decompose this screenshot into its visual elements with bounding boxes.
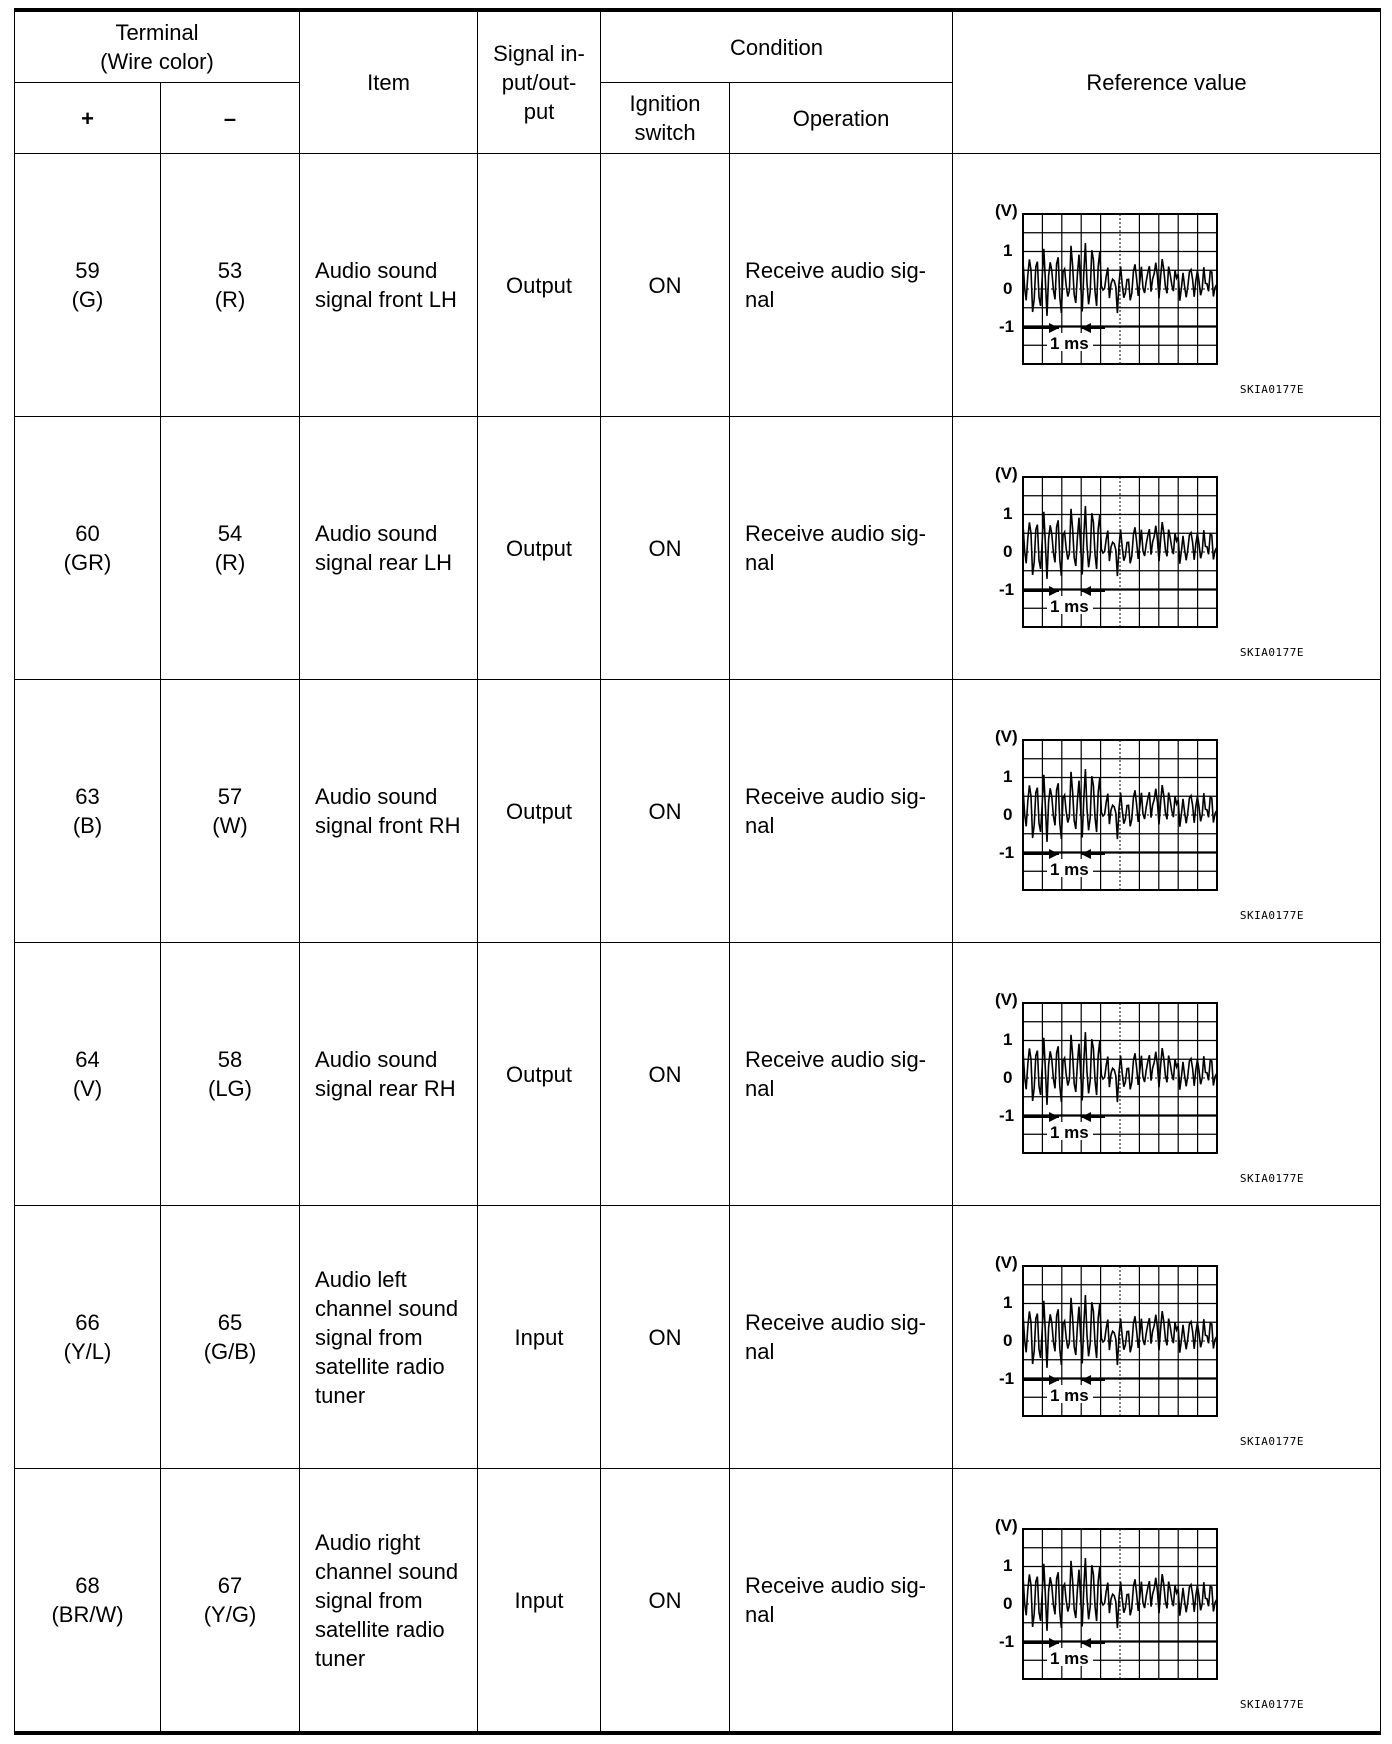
minus-wire-color: (W) — [212, 813, 248, 838]
item-text-line: signal front LH — [315, 287, 457, 312]
item-text-line: channel sound — [315, 1558, 459, 1584]
time-arrow-left — [1049, 586, 1059, 596]
oscilloscope-waveform — [993, 983, 1253, 1183]
item-text-line: Audio left — [315, 1266, 407, 1292]
table-row — [15, 943, 1381, 1206]
tick-label-0: 0 — [1003, 805, 1013, 824]
minus-wire-color: (G/B) — [203, 1339, 257, 1364]
tick-label-1: 1 — [1003, 1556, 1013, 1575]
signal-io-line3: put — [523, 99, 555, 124]
io-cell: Output — [478, 417, 601, 680]
time-arrow-left — [1049, 849, 1059, 859]
oscilloscope-waveform — [993, 1246, 1253, 1446]
terminal-header — [15, 10, 300, 83]
ignition-line1: Ignition — [629, 91, 701, 116]
time-arrow-right — [1081, 586, 1091, 596]
volt-unit-label: (V) — [995, 1253, 1018, 1272]
plus-terminal-number: 59 — [75, 258, 100, 283]
figure-code: SKIA0177E — [1239, 646, 1305, 659]
minus-terminal-number: 58 — [217, 1047, 243, 1072]
plus-wire-color: (V) — [72, 1076, 103, 1101]
plus-terminal-number: 60 — [75, 521, 100, 546]
item-cell — [300, 1469, 478, 1734]
item-text-line: Audio sound — [315, 258, 438, 283]
plus-terminal-cell — [15, 943, 161, 1206]
ignition-line2: switch — [634, 120, 696, 145]
table-row — [15, 1469, 1381, 1734]
plus-terminal-number: 68 — [75, 1573, 100, 1598]
oscilloscope-waveform — [993, 1509, 1253, 1709]
plus-wire-color: (GR) — [63, 550, 112, 575]
operation-text-line: nal — [745, 1339, 775, 1364]
terminal-label: Terminal — [115, 20, 199, 45]
operation-text-line: Receive audio sig- — [745, 258, 926, 283]
operation-text-line: Receive audio sig- — [745, 1573, 926, 1598]
time-arrow-right — [1081, 1375, 1091, 1385]
item-text-line: signal front RH — [315, 813, 461, 838]
tick-label-minus1: -1 — [999, 580, 1015, 599]
ignition-cell: ON — [601, 417, 730, 680]
table-row — [15, 154, 1381, 417]
item-text-line: signal rear LH — [315, 550, 452, 575]
operation-text-line: Receive audio sig- — [745, 1310, 926, 1335]
figure-code: SKIA0177E — [1239, 1172, 1305, 1185]
operation-text-line: nal — [745, 287, 775, 312]
operation-cell — [730, 154, 953, 417]
time-arrow-left — [1049, 1638, 1059, 1648]
item-text-line: satellite radio — [315, 1353, 445, 1379]
plus-wire-color: (B) — [72, 813, 103, 838]
plus-terminal-number: 66 — [75, 1310, 100, 1335]
tick-label-minus1: -1 — [999, 1369, 1015, 1388]
tick-label-0: 0 — [1003, 1594, 1013, 1613]
time-arrow-left — [1049, 323, 1059, 333]
item-text-line: signal from — [315, 1324, 423, 1350]
condition-header: Condition — [601, 10, 953, 83]
reference-value-header: Reference value — [953, 10, 1381, 154]
time-scale-label: 1 ms — [1050, 1386, 1089, 1405]
operation-cell — [730, 1206, 953, 1469]
figure-code: SKIA0177E — [1239, 1698, 1305, 1711]
table-row — [15, 417, 1381, 680]
minus-terminal-cell — [161, 680, 300, 943]
signal-io-line1: Signal in- — [493, 41, 585, 66]
tick-label-1: 1 — [1003, 241, 1013, 260]
operation-text-line: nal — [745, 550, 775, 575]
operation-cell — [730, 680, 953, 943]
oscilloscope-waveform — [993, 457, 1253, 657]
operation-text-line: nal — [745, 813, 775, 838]
volt-unit-label: (V) — [995, 464, 1018, 483]
time-scale-label: 1 ms — [1050, 334, 1089, 353]
plus-terminal-cell — [15, 1206, 161, 1469]
operation-text-line: Receive audio sig- — [745, 521, 926, 546]
minus-wire-color: (R) — [214, 550, 246, 575]
item-cell — [300, 943, 478, 1206]
operation-cell — [730, 417, 953, 680]
item-text-line: tuner — [315, 1645, 366, 1671]
minus-terminal-number: 53 — [217, 258, 243, 283]
tick-label-1: 1 — [1003, 504, 1013, 523]
operation-cell — [730, 1469, 953, 1734]
minus-wire-color: (Y/G) — [203, 1602, 257, 1627]
minus-wire-color: (LG) — [208, 1076, 252, 1101]
tick-label-0: 0 — [1003, 1331, 1013, 1350]
minus-terminal-cell — [161, 417, 300, 680]
operation-text-line: nal — [745, 1602, 775, 1627]
figure-code: SKIA0177E — [1239, 383, 1305, 396]
ignition-cell: ON — [601, 680, 730, 943]
item-text-line: channel sound — [315, 1295, 459, 1321]
operation-header: Operation — [730, 83, 953, 154]
item-text-line: Audio right — [315, 1529, 421, 1555]
minus-terminal-cell — [161, 154, 300, 417]
oscilloscope-waveform — [993, 194, 1253, 394]
io-cell: Input — [478, 1206, 601, 1469]
time-scale-label: 1 ms — [1050, 860, 1089, 879]
signal-io-header — [478, 10, 601, 154]
operation-text-line: Receive audio sig- — [745, 784, 926, 809]
time-arrow-left — [1049, 1112, 1059, 1122]
ignition-cell: ON — [601, 1469, 730, 1734]
item-cell — [300, 680, 478, 943]
ignition-cell: ON — [601, 943, 730, 1206]
item-header: Item — [300, 10, 478, 154]
minus-terminal-number: 57 — [217, 784, 243, 809]
io-cell: Output — [478, 680, 601, 943]
tick-label-0: 0 — [1003, 1068, 1013, 1087]
reference-waveform-cell — [953, 1469, 1381, 1734]
volt-unit-label: (V) — [995, 727, 1018, 746]
time-scale-label: 1 ms — [1050, 597, 1089, 616]
oscilloscope-waveform — [993, 720, 1253, 920]
tick-label-minus1: -1 — [999, 843, 1015, 862]
item-cell — [300, 417, 478, 680]
plus-header: + — [15, 83, 161, 154]
plus-wire-color: (G) — [71, 287, 104, 312]
reference-waveform-cell — [953, 417, 1381, 680]
item-text-line: tuner — [315, 1382, 366, 1408]
io-cell: Output — [478, 943, 601, 1206]
item-text-line: Audio sound — [315, 784, 438, 809]
time-arrow-right — [1081, 1638, 1091, 1648]
minus-terminal-number: 54 — [217, 521, 243, 546]
io-cell: Output — [478, 154, 601, 417]
reference-waveform-cell — [953, 154, 1381, 417]
minus-header: – — [161, 83, 300, 154]
reference-waveform-cell — [953, 1206, 1381, 1469]
tick-label-minus1: -1 — [999, 1106, 1015, 1125]
reference-waveform-cell — [953, 680, 1381, 943]
minus-terminal-cell — [161, 943, 300, 1206]
volt-unit-label: (V) — [995, 990, 1018, 1009]
table-row — [15, 1206, 1381, 1469]
io-cell: Input — [478, 1469, 601, 1734]
tick-label-1: 1 — [1003, 1030, 1013, 1049]
item-cell — [300, 1206, 478, 1469]
time-arrow-left — [1049, 1375, 1059, 1385]
operation-text-line: nal — [745, 1076, 775, 1101]
minus-terminal-cell — [161, 1206, 300, 1469]
item-text-line: signal rear RH — [315, 1076, 456, 1101]
plus-terminal-cell — [15, 154, 161, 417]
ignition-cell: ON — [601, 1206, 730, 1469]
tick-label-minus1: -1 — [999, 1632, 1015, 1651]
tick-label-1: 1 — [1003, 1293, 1013, 1312]
minus-terminal-number: 65 — [217, 1310, 243, 1335]
time-scale-label: 1 ms — [1050, 1123, 1089, 1142]
signal-io-line2: put/out- — [501, 70, 577, 95]
terminal-reference-table-page — [14, 8, 1380, 1736]
minus-terminal-cell — [161, 1469, 300, 1734]
plus-terminal-cell — [15, 680, 161, 943]
figure-code: SKIA0177E — [1239, 909, 1305, 922]
volt-unit-label: (V) — [995, 1516, 1018, 1535]
operation-text-line: Receive audio sig- — [745, 1047, 926, 1072]
time-arrow-right — [1081, 1112, 1091, 1122]
item-cell — [300, 154, 478, 417]
figure-code: SKIA0177E — [1239, 1435, 1305, 1448]
wire-color-label: (Wire color) — [100, 49, 214, 74]
table-row — [15, 680, 1381, 943]
minus-terminal-number: 67 — [217, 1573, 243, 1598]
terminal-table — [14, 8, 1381, 1735]
tick-label-1: 1 — [1003, 767, 1013, 786]
volt-unit-label: (V) — [995, 201, 1018, 220]
tick-label-minus1: -1 — [999, 317, 1015, 336]
plus-wire-color: (Y/L) — [63, 1339, 112, 1364]
plus-terminal-number: 63 — [75, 784, 100, 809]
operation-cell — [730, 943, 953, 1206]
item-text-line: signal from — [315, 1587, 423, 1613]
item-text-line: Audio sound — [315, 1047, 438, 1072]
time-arrow-right — [1081, 849, 1091, 859]
ignition-cell: ON — [601, 154, 730, 417]
plus-terminal-cell — [15, 417, 161, 680]
item-text-line: Audio sound — [315, 521, 438, 546]
plus-wire-color: (BR/W) — [51, 1602, 124, 1627]
plus-terminal-cell — [15, 1469, 161, 1734]
tick-label-0: 0 — [1003, 279, 1013, 298]
time-arrow-right — [1081, 323, 1091, 333]
time-scale-label: 1 ms — [1050, 1649, 1089, 1668]
tick-label-0: 0 — [1003, 542, 1013, 561]
ignition-switch-header — [601, 83, 730, 154]
item-text-line: satellite radio — [315, 1616, 445, 1642]
reference-waveform-cell — [953, 943, 1381, 1206]
plus-terminal-number: 64 — [75, 1047, 100, 1072]
minus-wire-color: (R) — [214, 287, 246, 312]
